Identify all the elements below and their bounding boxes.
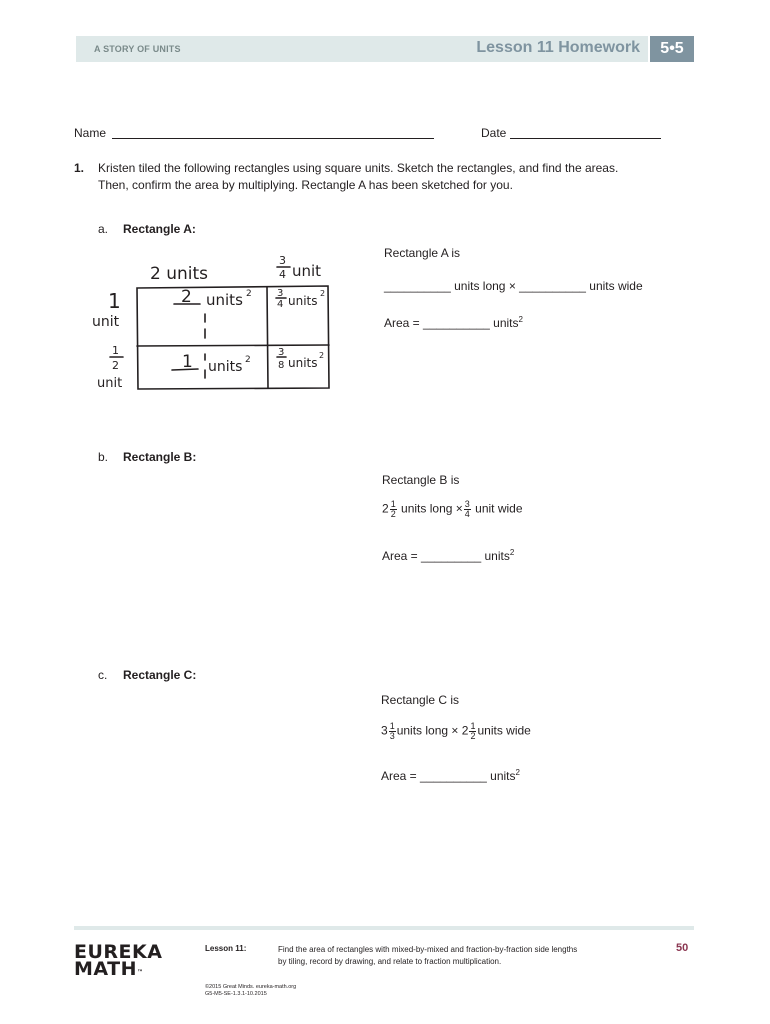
part-a-area-prefix: Area = <box>384 316 420 330</box>
name-field[interactable] <box>112 138 434 139</box>
part-c-wide-text: units wide <box>477 723 531 738</box>
part-c-long-whole: 3 <box>381 723 388 738</box>
part-b-long-text: units long <box>401 501 453 516</box>
part-c-wide-num: 1 <box>470 721 476 731</box>
lesson-title: Lesson 11 Homework <box>476 39 640 56</box>
page-number: 50 <box>676 942 689 954</box>
sketch-top-frac-den: 4 <box>279 268 286 281</box>
part-c-wide-fraction <box>469 722 476 741</box>
part-a-wide-blank[interactable]: __________ <box>519 279 586 293</box>
part-b-times: × <box>455 501 463 516</box>
part-c-area-exp: 2 <box>515 768 520 777</box>
sketch-cell1-exp: 2 <box>246 289 252 299</box>
footer-copyright: ©2015 Great Minds. eureka-math.org <box>205 984 297 990</box>
part-c-is: Rectangle C is <box>381 693 460 707</box>
part-b-area-blank[interactable]: _________ <box>421 549 482 563</box>
part-c-title: Rectangle C: <box>123 668 197 682</box>
footer-rule <box>74 926 694 930</box>
logo-line-1: EUREKA <box>74 941 163 963</box>
part-a-long-blank[interactable]: __________ <box>384 279 451 293</box>
sketch-cell1-value: 2 <box>181 287 192 307</box>
part-b-long-fraction <box>390 500 397 519</box>
part-a-label: a. <box>98 222 109 236</box>
part-c-wide-whole: 2 <box>461 723 469 738</box>
part-b-area <box>382 544 514 565</box>
part-b-long-num: 1 <box>390 499 396 509</box>
date-field[interactable] <box>510 138 661 139</box>
part-a-area-blank[interactable]: __________ <box>423 316 490 330</box>
part-c-label: c. <box>98 668 108 682</box>
sketch-vertical-divider <box>267 287 268 388</box>
part-a-area-unit: units <box>493 316 519 330</box>
sketch-cell2-unit: units <box>288 294 318 308</box>
sketch-top-whole: 2 units <box>150 264 209 284</box>
sketch-left-whole-unit: unit <box>92 314 120 330</box>
footer-lesson-label: Lesson 11: <box>205 944 247 953</box>
sketch-cell4-num: 3 <box>278 347 285 358</box>
header-banner <box>76 36 648 62</box>
part-a-long-text: units long <box>454 279 506 293</box>
part-a-title: Rectangle A: <box>123 222 196 236</box>
sketch-top-frac-num: 3 <box>279 254 286 267</box>
part-b-wide-den: 4 <box>464 509 470 519</box>
part-a-area-exp: 2 <box>518 315 523 324</box>
part-b-long-den: 2 <box>390 509 396 519</box>
problem-number: 1. <box>74 161 85 175</box>
series-title: A STORY OF UNITS <box>94 44 181 54</box>
part-b-area-unit: units <box>484 549 510 563</box>
part-c-long-den: 3 <box>389 731 395 741</box>
sketch-cell4-den: 8 <box>278 360 285 371</box>
part-b-wide-fraction <box>464 500 471 519</box>
problem-line-1: Kristen tiled the following rectangles using square units. Sketch the rectangles, and find the areas. <box>98 161 619 175</box>
part-b-dimensions <box>382 500 523 519</box>
part-b-title: Rectangle B: <box>123 450 197 464</box>
sketch-left-whole: 1 <box>108 289 121 313</box>
sketch-cell4-unit: units <box>288 356 318 370</box>
sketch-top-frac-unit: unit <box>292 262 322 280</box>
sketch-cell3-unit: units <box>208 359 243 375</box>
part-c-long-num: 1 <box>389 721 395 731</box>
sketch-left-frac-den: 2 <box>112 359 119 372</box>
sketch-cell2-num: 3 <box>277 288 284 299</box>
part-b-area-prefix: Area = <box>382 549 418 563</box>
date-label: Date <box>481 126 507 140</box>
part-c-long-fraction <box>389 722 396 741</box>
part-c-times: × <box>451 723 459 738</box>
part-b-is: Rectangle B is <box>382 473 460 487</box>
sketch-cell3-value: 1 <box>182 352 193 372</box>
logo-line-2: MATH <box>74 958 137 980</box>
eureka-math-logo <box>74 941 163 981</box>
sketch-cell2-den: 4 <box>277 299 284 310</box>
problem-line-2: Then, confirm the area by multiplying. Rectangle A has been sketched for you. <box>98 178 513 192</box>
part-c-area-blank[interactable]: __________ <box>420 769 487 783</box>
footer-code: G5-M5-SE-1.3.1-10.2015 <box>205 991 267 997</box>
part-c-long-text: units long <box>396 723 449 738</box>
part-b-wide-num: 3 <box>464 499 470 509</box>
part-c-area-unit: units <box>490 769 516 783</box>
sketch-left-frac-num: 1 <box>112 344 119 357</box>
sketch-left-frac-unit: unit <box>97 376 123 391</box>
part-c-area <box>381 764 520 785</box>
rectangle-a-sketch <box>88 252 338 394</box>
part-a-times: × <box>508 279 516 293</box>
footer-description: Find the area of rectangles with mixed-by-mixed and fraction-by-fraction side lengths by tiling, record by drawing, and relate to fraction multiplication. <box>278 945 578 966</box>
part-b-label: b. <box>98 450 109 464</box>
part-b-area-exp: 2 <box>509 548 515 557</box>
logo-tm: ™ <box>137 969 144 976</box>
sketch-cell3-exp: 2 <box>245 355 251 365</box>
sketch-cell2-exp: 2 <box>320 289 326 298</box>
sketch-horizontal-divider <box>137 345 329 346</box>
module-badge: 5•5 <box>650 36 694 62</box>
part-b-wide-text: unit wide <box>475 501 523 516</box>
part-a-dimensions <box>384 278 643 295</box>
footer-copyright-block <box>205 984 296 998</box>
part-a-is: Rectangle A is <box>384 246 461 260</box>
sketch-cell4-exp: 2 <box>319 351 325 360</box>
part-a-wide-text: units wide <box>589 279 643 293</box>
name-label: Name <box>74 126 107 140</box>
part-c-dimensions <box>381 722 531 741</box>
sketch-cell1-unit: units <box>206 291 243 309</box>
part-c-wide-den: 2 <box>470 731 476 741</box>
part-c-area-prefix: Area = <box>381 769 417 783</box>
part-b-long-whole: 2 <box>382 501 389 516</box>
part-a-area <box>384 311 523 332</box>
